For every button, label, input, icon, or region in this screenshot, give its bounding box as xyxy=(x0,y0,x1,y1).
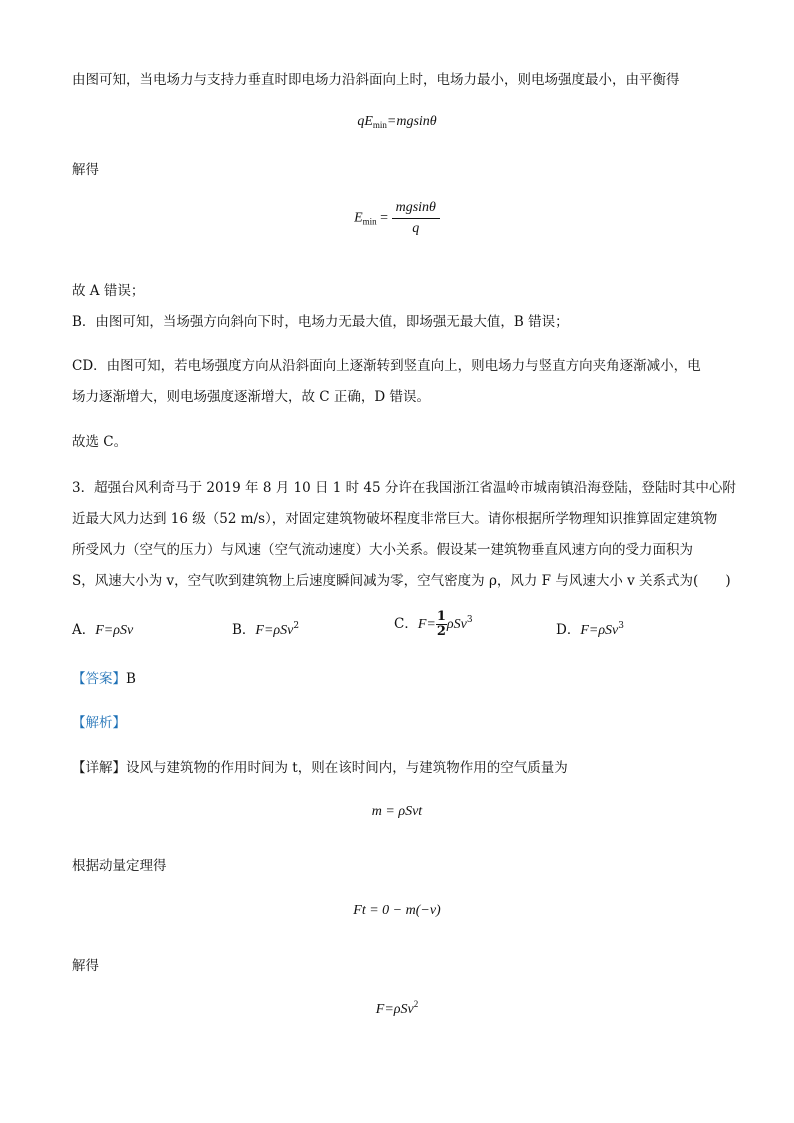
solution-text-6: 根据动量定理得 xyxy=(72,858,167,874)
eq2-denominator: q xyxy=(412,221,420,236)
eq1-sub: min xyxy=(372,120,387,130)
eq2-equals: = xyxy=(376,210,392,226)
eq1-rhs: =mgsinθ xyxy=(386,114,437,129)
option-c-label: C． xyxy=(394,616,418,632)
equation-2 xyxy=(0,200,794,237)
option-b xyxy=(232,618,299,639)
eq2-fraction xyxy=(392,200,440,237)
option-d xyxy=(556,618,624,639)
answer-value: B xyxy=(126,671,136,687)
question-3-line-1: 3．超强台风利奇马于 2019 年 8 月 10 日 1 时 45 分许在我国浙江省温岭市城南镇沿海登陆，登陆时其中心附 xyxy=(72,480,736,496)
equation-3: m = ρSvt xyxy=(371,804,423,819)
option-c xyxy=(394,610,473,639)
solution-text-1: 由图可知，当电场力与支持力垂直时即电场力沿斜面向上时，电场力最小，则电场强度最小，由平衡得 xyxy=(72,72,680,88)
option-b-label: B． xyxy=(232,622,256,638)
option-b-expr: F=ρSv xyxy=(255,623,294,638)
eq5-expr: F=ρSv xyxy=(375,1002,414,1017)
answer-line xyxy=(72,667,136,687)
solution-text-4b: 场力逐渐增大，则电场强度逐渐增大，故 C 正确，D 错误。 xyxy=(72,389,431,405)
solution-text-2: 故 A 错误； xyxy=(72,283,145,299)
eq2-numerator: mgsinθ xyxy=(392,200,440,219)
option-c-sup: 3 xyxy=(466,615,473,625)
detail-tag: 【详解】 xyxy=(72,760,126,776)
option-a-label: A． xyxy=(72,622,96,638)
eq1-q: q xyxy=(357,114,365,129)
option-d-expr: F=ρSv xyxy=(580,623,619,638)
equation-1 xyxy=(0,114,794,130)
detail-text: 设风与建筑物的作用时间为 t，则在该时间内，与建筑物作用的空气质量为 xyxy=(126,760,568,776)
question-3-line-3: 所受风力（空气的压力）与风速（空气流动速度）大小关系。假设某一建筑物垂直风速方向的受力面积为 xyxy=(72,542,693,558)
equation-4: Ft = 0 − m(−v) xyxy=(353,903,441,918)
option-a-expr: F=ρSv xyxy=(95,623,134,638)
detail-line xyxy=(72,756,568,776)
eq2-sub: min xyxy=(362,216,377,227)
jiede-label-1: 解得 xyxy=(72,162,99,178)
eq5-sup: 2 xyxy=(413,999,419,1009)
option-c-pre: F= xyxy=(417,617,436,632)
question-3-line-4: S，风速大小为 v，空气吹到建筑物上后速度瞬间减为零，空气密度为 ρ，风力 F 与风速大小 v 关系式为( ) xyxy=(72,573,731,589)
solution-text-5: 故选 C。 xyxy=(72,434,128,450)
eq1-e: E xyxy=(364,114,373,129)
analysis-tag: 【解析】 xyxy=(72,715,126,731)
option-d-label: D． xyxy=(556,622,581,638)
solution-text-3: B．由图可知，当场强方向斜向下时，电场力无最大值，即场强无最大值，B 错误； xyxy=(72,314,569,330)
eq2-lhs: E xyxy=(354,210,363,226)
equation-5 xyxy=(0,999,794,1018)
option-c-num: 1 xyxy=(436,609,446,624)
option-c-den: 2 xyxy=(436,624,446,639)
solution-text-4a: CD．由图可知，若电场强度方向从沿斜面向上逐渐转到竖直向上，则电场力与竖直方向夹角逐渐减小，电 xyxy=(72,358,701,374)
option-c-fraction xyxy=(436,610,447,639)
question-3-line-2: 近最大风力达到 16 级（52 m/s），对固定建筑物破坏程度非常巨大。请你根据所学物理知识推算固定建筑物 xyxy=(72,511,718,527)
jiede-label-2: 解得 xyxy=(72,958,99,974)
option-c-post: ρSv xyxy=(446,617,467,632)
option-d-sup: 3 xyxy=(618,621,624,631)
option-b-sup: 2 xyxy=(293,621,300,631)
analysis-line xyxy=(72,711,126,731)
option-a xyxy=(72,618,133,639)
answer-tag: 【答案】 xyxy=(72,671,126,687)
